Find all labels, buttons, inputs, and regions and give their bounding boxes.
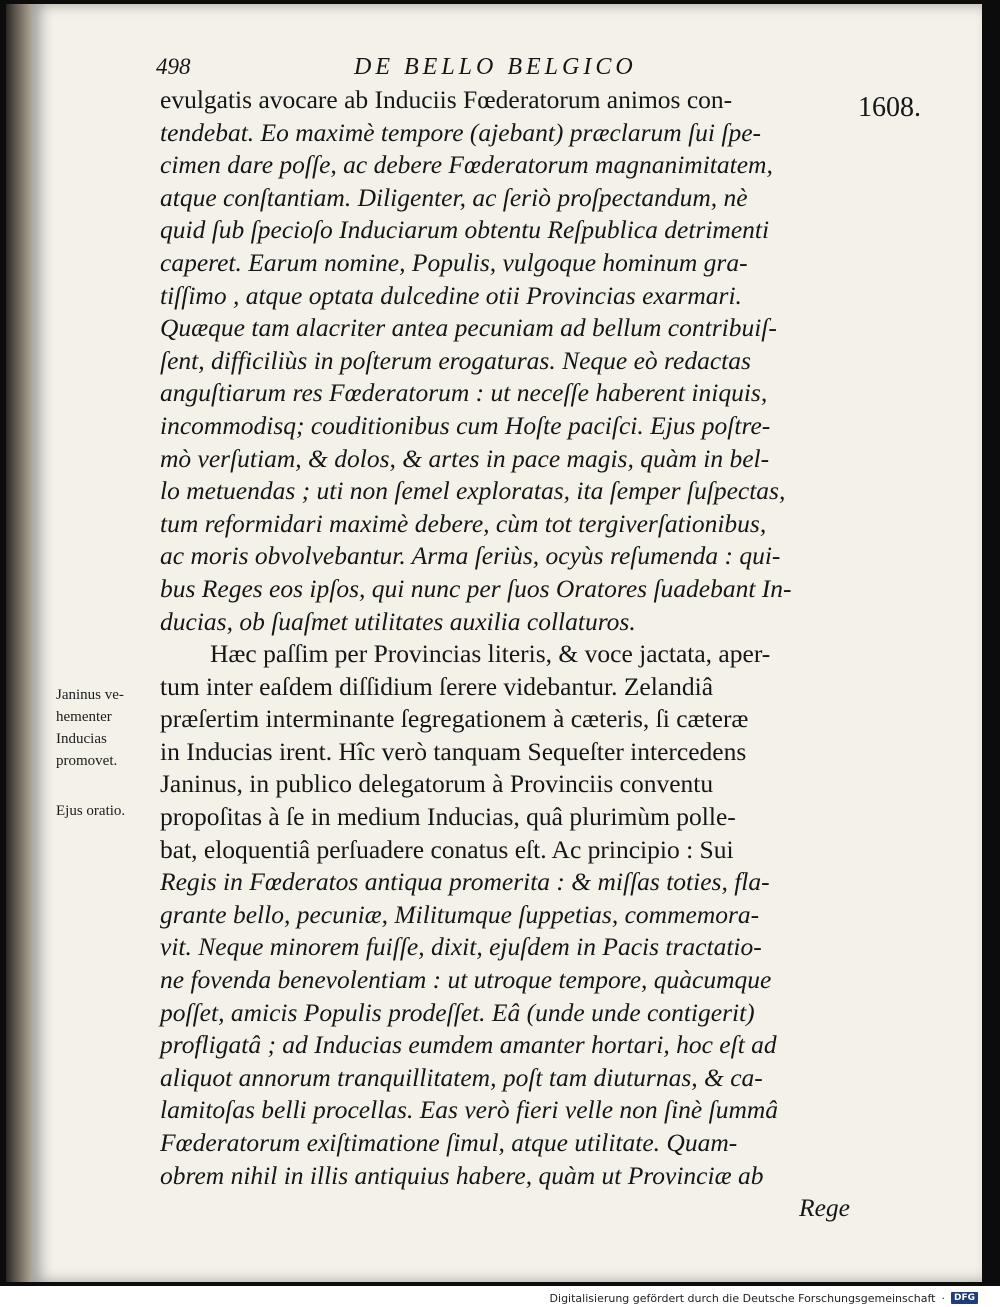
text-line: Hæc paſſim per Provincias literis, & voce jactata, aper- [210,639,771,669]
text-line: profligatâ ; ad Inducias eumdem amanter hortari, hoc eſt ad [160,1030,777,1060]
year-marker: 1608. [858,92,921,123]
text-line: tendebat. Eo maximè tempore (ajebant) præclarum ſui ſpe- [160,117,762,147]
text-line: in Inducias irent. Hîc verò tanquam Sequeſter intercedens [160,736,747,766]
text-line: caperet. Earum nomine, Populis, vulgoque hominum gra- [160,247,748,277]
text-line: propoſitas à ſe in medium Inducias, quâ plurimùm polle- [160,802,736,832]
text-line: Rege [799,1193,850,1223]
text-line: poſſet, amicis Populis prodeſſet. Eâ (unde unde contigerit) [160,997,755,1027]
text-line: tum inter eaſdem diſſidium ſerere videbantur. Zelandiâ [160,671,714,701]
text-line: præſertim interminante ſegregationem à cæteris, ſi cæteræ [160,704,749,734]
text-line: ducias, ob ſuaſmet utilitates auxilia collaturos. [160,606,636,636]
marginal-note [56,800,156,822]
separator-dot: · [941,1291,945,1305]
page-number: 498 [156,54,191,79]
credit-text: Digitalisierung gefördert durch die Deutsche Forschungsgemeinschaft [549,1291,936,1305]
text-line: tiſſimo , atque optata dulcedine otii Provincias exarmari. [160,280,742,310]
text-line: quid ſub ſpecioſo Induciarum obtentu Reſpublica detrimenti [160,215,770,245]
dfg-logo: DFG [951,1292,978,1304]
marginal-note-line: promovet. [56,753,118,769]
text-line: ſent, difficiliùs in poſterum erogaturas. Neque eò redactas [160,345,751,375]
text-line: Fœderatorum exiſtimatione ſimul, atque utilitate. Quam- [160,1128,738,1157]
text-line: obrem nihil in illis antiquius habere, quàm ut Provinciæ ab [160,1160,764,1190]
marginal-note-line: Inducias [56,731,107,747]
text-line: vit. Neque minorem fuiſſe, dixit, ejuſdem in Pacis tractatio- [160,932,762,962]
running-head [156,54,856,88]
text-line: lamitoſas belli procellas. Eas verò fieri velle non ſinè ſummâ [160,1095,779,1125]
text-line: lo metuendas ; uti non ſemel exploratas, ita ſemper ſuſpectas, [160,476,786,506]
text-line: Janinus, in publico delegatorum à Provinciis conventu [160,769,714,799]
marginal-note-line: Janinus ve- [56,687,124,703]
marginal-note-line: hementer [56,709,112,725]
text-line: ac moris obvolvebantur. Arma ſeriùs, ocyùs reſumenda : qui- [160,541,781,571]
running-title: DE BELLO BELGICO [354,54,637,80]
text-line: anguſtiarum res Fœderatorum : ut neceſſe haberent iniquis, [160,378,768,408]
facing-page-edge [6,4,34,1282]
text-line: atque conſtantiam. Diligenter, ac ſeriò proſpectandum, nè [160,182,748,212]
text-line: bat, eloquentiâ perſuadere conatus eſt. Ac principio : Sui [160,834,734,864]
text-line: mò verſutiam, & dolos, & artes in pace magis, quàm in bel- [160,443,770,473]
text-line: Quæque tam alacriter antea pecuniam ad bellum contribuiſ- [160,313,777,343]
text-line: evulgatis avocare ab Induciis Fœderatorum animos con- [160,85,733,114]
text-line: Regis in Fœderatos antiqua promerita : & miſſas toties, fla- [160,867,770,897]
text-line: incommodisq; couditionibus cum Hoſte paciſci. Ejus poſtre- [160,410,771,440]
text-line: grante bello, pecuniæ, Militumque ſuppetias, commemora- [160,899,760,929]
marginal-note-line: Ejus oratio. [56,803,126,819]
text-line: ne fovenda benevolentiam : ut utroque tempore, quàcumque [160,965,772,995]
text-line: bus Reges eos ipſos, qui nunc per ſuos Oratores ſuadebant In- [160,573,792,603]
digitization-credit [550,1291,978,1305]
text-line: aliquot annorum tranquillitatem, poſt tam diuturnas, & ca- [160,1062,763,1092]
text-line: cimen dare poſſe, ac debere Fœderatorum magnanimitatem, [160,150,773,180]
marginal-note [56,684,156,772]
text-line: tum reformidari maximè debere, cùm tot tergiverſationibus, [160,508,767,538]
body-text [160,84,850,1225]
